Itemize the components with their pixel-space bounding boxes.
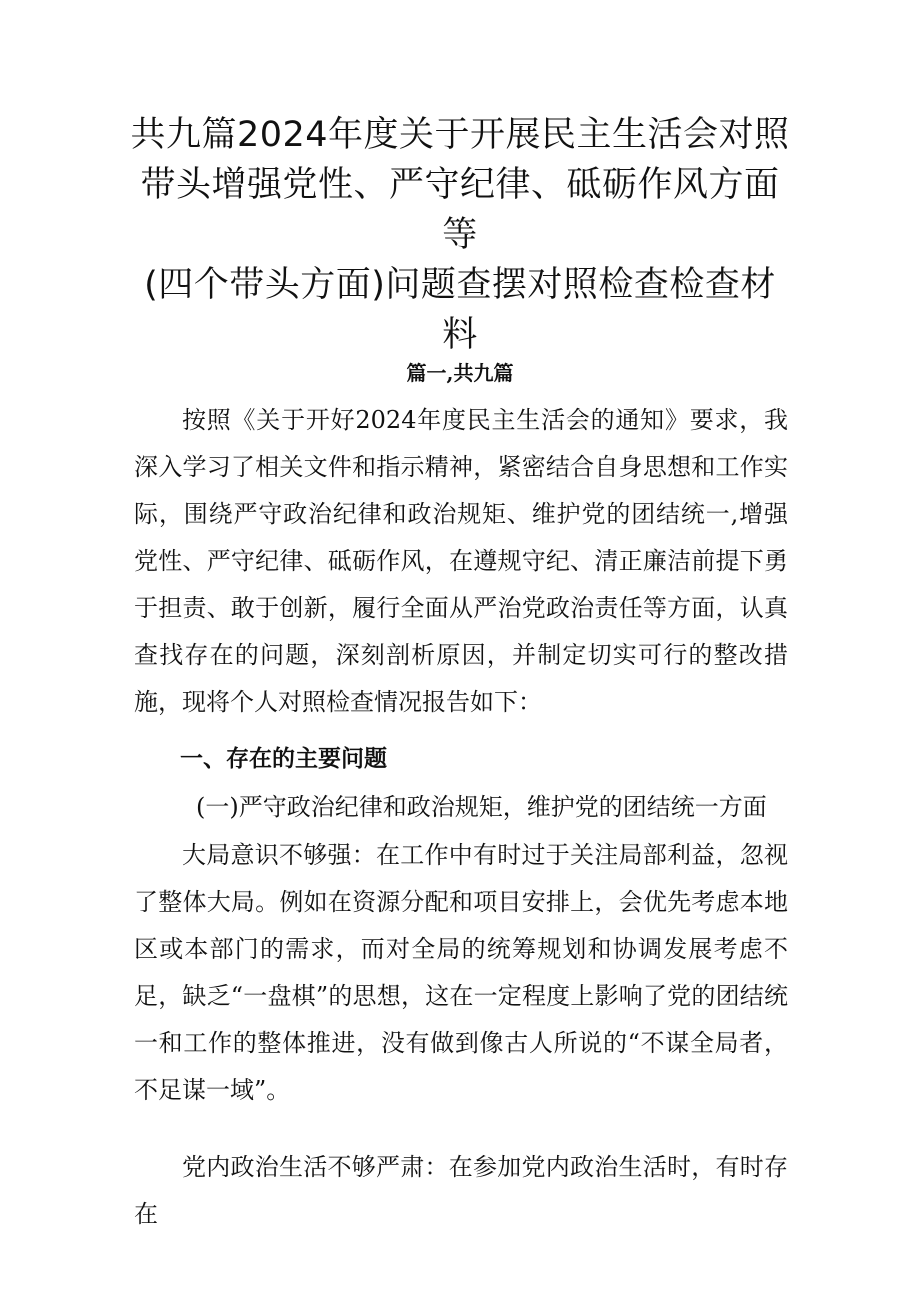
title-line-2: 带头增强党性、严守纪律、砥砺作风方面等 (140, 165, 780, 255)
document-title (130, 110, 790, 360)
paragraph-party-life: 党内政治生活不够严肃：在参加党内政治生活时，有时存在 (134, 1153, 788, 1228)
title-line-4: 料 (442, 315, 478, 355)
section-heading: 一、存在的主要问题 (180, 746, 387, 772)
subsection-heading: (一)严守政治纪律和政治规矩，维护党的团结统一方面 (196, 793, 767, 821)
intro-paragraph: 按照《关于开好2024年度民主生活会的通知》要求，我深入学习了相关文件和指示精神，紧密结合自身思想和工作实际，围绕严守政治纪律和政治规矩、维护党的团结统一,增强党性、严守纪律、砥砺作风，在遵规守纪、清正廉洁前提下勇于担责、敢于创新，履行全面从严治党政治责任等方面，认真查找存在的问题，深刻剖析原因，并制定切实可行的整改措施，现将个人对照检查情况报告如下： (134, 406, 788, 716)
article-heading: 篇一,共九篇 (406, 361, 514, 385)
title-line-3: (四个带头方面)问题查摆对照检查检查材 (144, 265, 776, 305)
title-line-1: 共九篇2024年度关于开展民主生活会对照 (130, 115, 790, 155)
paragraph-overall-awareness: 大局意识不够强：在工作中有时过于关注局部利益，忽视了整体大局。例如在资源分配和项目安排上，会优先考虑本地区或本部门的需求，而对全局的统筹规划和协调发展考虑不足，缺乏“一盘棋”的思想，这在一定程度上影响了党的团结统一和工作的整体推进，没有做到像古人所说的“不谋全局者，不足谋一域”。 (134, 841, 788, 1104)
